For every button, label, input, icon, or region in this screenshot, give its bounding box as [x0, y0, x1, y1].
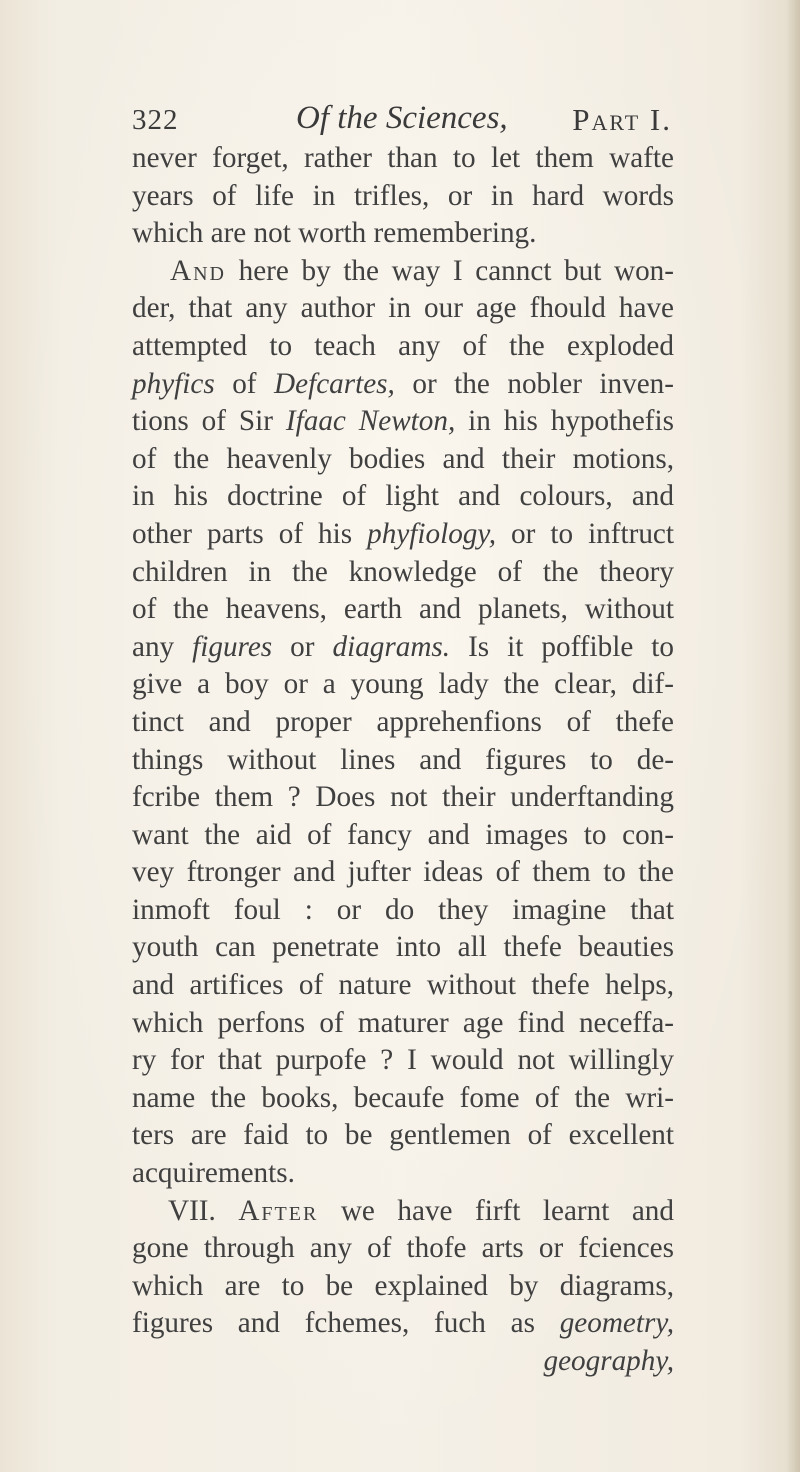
- italic-text: figures: [192, 630, 273, 663]
- text-run: of: [214, 367, 275, 400]
- text-line: [132, 1268, 674, 1306]
- text-run: attempted to teach any of the exploded: [132, 329, 674, 362]
- italic-text: Defcartes,: [274, 367, 395, 400]
- text-run: and artifices of nature without thefe helps,: [132, 969, 674, 1002]
- text-run: here by the way I cannct but won-: [225, 254, 674, 287]
- italic-text: phyfics: [132, 367, 215, 400]
- text-run: or: [272, 630, 333, 663]
- text-line: [132, 290, 674, 328]
- text-line: [132, 478, 674, 516]
- text-line: [132, 1080, 674, 1118]
- text-line: [132, 704, 674, 742]
- text-run: tinct and proper apprehenfions of thefe: [132, 705, 674, 738]
- text-line: [132, 742, 674, 780]
- small-caps-text: After: [238, 1194, 319, 1227]
- part-label: Part I.: [572, 102, 672, 137]
- text-run: Is it poffible to: [450, 630, 674, 663]
- text-run: or to inftruct: [496, 517, 674, 550]
- text-line: [132, 1155, 674, 1193]
- text-line: [132, 854, 674, 892]
- text-line: [132, 1042, 674, 1080]
- text-run: VII.: [168, 1194, 239, 1227]
- text-run: want the aid of fancy and images to con-: [132, 818, 674, 851]
- text-run: of the heavenly bodies and their motions,: [132, 442, 674, 475]
- text-line: [132, 403, 674, 441]
- text-run: acquirements.: [132, 1157, 295, 1190]
- text-line: [132, 516, 674, 554]
- italic-text: phyfiology,: [367, 517, 497, 550]
- text-run: figures and fchemes, fuch as: [132, 1307, 560, 1340]
- text-line: [132, 554, 674, 592]
- text-line: [132, 666, 674, 704]
- text-run: which are to be explained by diagrams,: [132, 1269, 674, 1302]
- text-run: any: [132, 630, 193, 663]
- text-line: [132, 1005, 674, 1043]
- text-line: [132, 328, 674, 366]
- text-run: in his hypothefis: [455, 405, 674, 438]
- text-line: [132, 1193, 674, 1231]
- text-line: [132, 629, 674, 667]
- text-run: we have firft learnt and: [318, 1194, 674, 1227]
- text-line: [132, 929, 674, 967]
- text-line: [132, 817, 674, 855]
- text-run: ters are faid to be gentlemen of excellent: [132, 1119, 674, 1152]
- italic-text: geography,: [543, 1345, 674, 1377]
- text-line: [132, 967, 674, 1005]
- text-run: vey ftronger and jufter ideas of them to the: [132, 856, 674, 889]
- text-run: give a boy or a young lady the clear, dif-: [132, 668, 674, 701]
- text-line: [132, 1305, 674, 1343]
- text-run: or the nobler inven-: [394, 367, 674, 400]
- page-number: 322: [132, 104, 179, 136]
- text-run: inmoft foul : or do they imagine that: [132, 893, 674, 926]
- text-line: [132, 215, 674, 253]
- text-line: [132, 178, 674, 216]
- text-line: [132, 892, 674, 930]
- small-caps-text: And: [170, 254, 226, 287]
- text-run: other parts of his: [132, 517, 368, 550]
- text-run: ry for that purpofe ? I would not willingly: [132, 1044, 674, 1077]
- text-run: name the books, becaufe fome of the wri-: [132, 1081, 674, 1114]
- text-run: which perfons of maturer age find neceffa-: [132, 1006, 674, 1039]
- text-run: of the heavens, earth and planets, without: [132, 593, 674, 626]
- text-run: years of life in trifles, or in hard words: [132, 179, 674, 212]
- text-run: fcribe them ? Does not their underftanding: [132, 781, 674, 814]
- body-text: [132, 140, 674, 1381]
- text-run: in his doctrine of light and colours, and: [132, 480, 674, 513]
- running-title: Of the Sciences,: [296, 100, 508, 136]
- italic-text: Ifaac Newton,: [285, 405, 456, 438]
- text-run: never forget, rather than to let them wafte: [132, 142, 674, 174]
- page-edge-shadow: [786, 0, 800, 1472]
- text-run: things without lines and figures to de-: [132, 743, 674, 776]
- text-line: [132, 253, 674, 291]
- text-line: [132, 441, 674, 479]
- text-run: gone through any of thofe arts or fciences: [132, 1232, 674, 1265]
- text-run: which are not worth remembering.: [132, 217, 537, 250]
- text-run: youth can penetrate into all thefe beauties: [132, 931, 674, 964]
- italic-text: geometry,: [559, 1307, 674, 1340]
- text-line: [132, 140, 674, 178]
- text-line: [132, 366, 674, 404]
- text-run: tions of Sir: [132, 405, 286, 438]
- text-line: [132, 1343, 674, 1381]
- text-line: [132, 779, 674, 817]
- text-line: [132, 1230, 674, 1268]
- text-run: children in the knowledge of the theory: [132, 555, 674, 588]
- text-line: [132, 1117, 674, 1155]
- italic-text: diagrams.: [332, 630, 451, 663]
- text-run: der, that any author in our age fhould have: [132, 292, 674, 325]
- text-line: [132, 591, 674, 629]
